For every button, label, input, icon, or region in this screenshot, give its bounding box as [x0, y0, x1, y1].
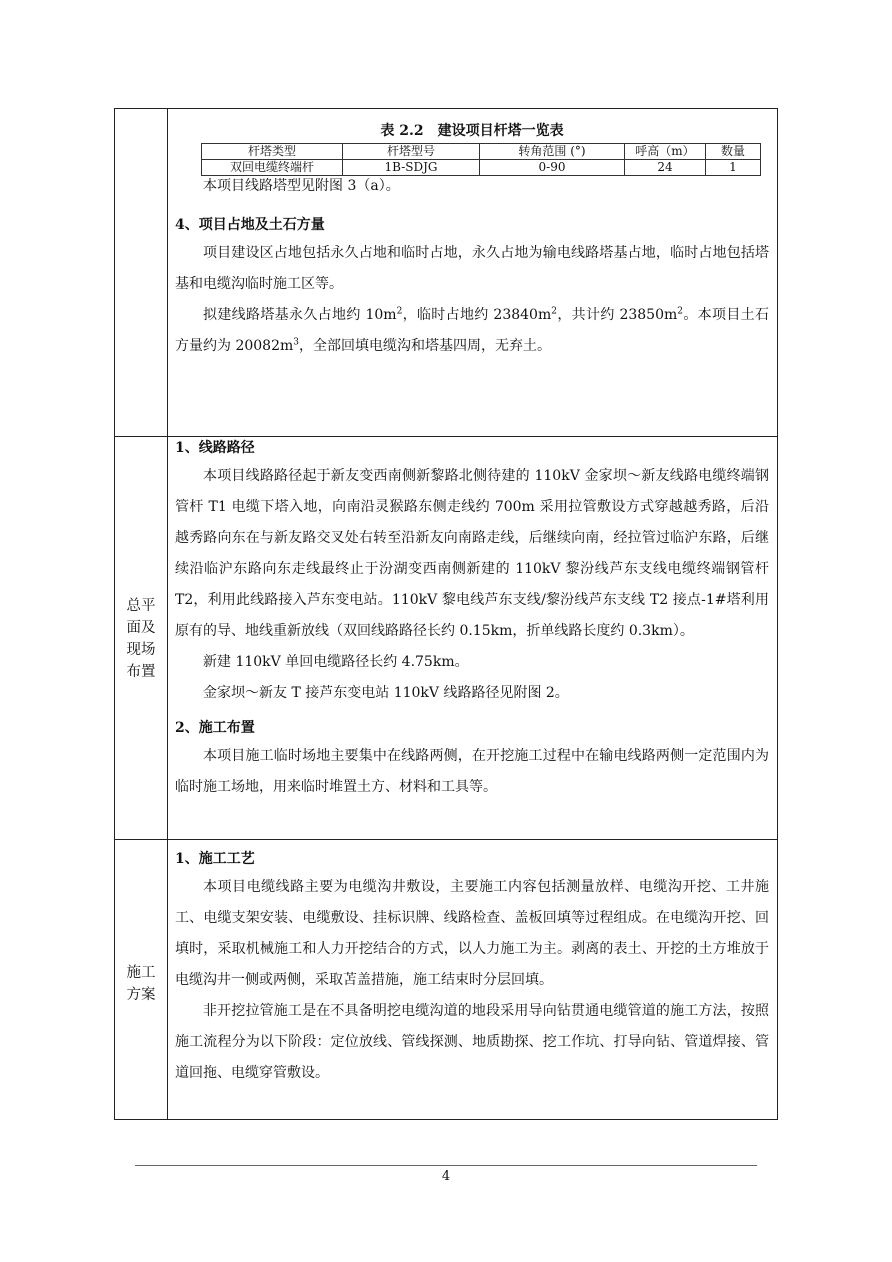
paragraph-land-area: 拟建线路塔基永久占地约 $10m^2$，临时占地约 $23840m^2$，共计约 $23850m^2$。本项目土石方量约为 $20082m^3$，全部回填电缆沟和塔基四周，无弃土。 — [175, 306, 770, 354]
heading-route: 1、线路路径 — [175, 440, 255, 456]
footer-divider — [135, 1165, 757, 1166]
table-header-cell: 杆塔型号 — [343, 144, 480, 160]
table-title: 表 2.2 建设项目杆塔一览表 — [380, 123, 564, 139]
paragraph: 项目建设区占地包括永久占地和临时占地，永久占地为输电线路塔基占地，临时占地包括塔基和电缆沟临时施工区等。 — [175, 245, 769, 292]
section-layout — [115, 436, 777, 839]
paragraph: 非开挖拉管施工是在不具备明挖电缆沟道的地段采用导向钻贯通电缆管道的施工方法，按照施工流程分为以下阶段：定位放线、管线探测、地质勘探、挖工作坑、打导向钻、管道焊接、管道回拖、电缆穿管敷设。 — [175, 1003, 769, 1081]
section-content — [167, 437, 777, 839]
section-content — [167, 109, 777, 436]
table-header-cell: 杆塔类型 — [202, 144, 343, 160]
heading-construction-layout: 2、施工布置 — [175, 720, 255, 736]
row-label-plan: 施工 方案 — [126, 965, 156, 1003]
row-label-layout: 总平 面及 现场 布置 — [126, 598, 156, 680]
paragraph: 新建 110kV 单回电缆路径长约 4.75km。 — [203, 654, 469, 670]
paragraph: 金家坝～新友 T 接芦东变电站 110kV 线路路径见附图 2。 — [203, 685, 569, 701]
paragraph: 本项目施工临时场地主要集中在线路两侧，在开挖施工过程中在输电线路两侧一定范围内为临时施工场地，用来临时堆置土方、材料和工具等。 — [175, 748, 769, 795]
table-cell: 1B-SDJG — [343, 160, 480, 176]
heading-process: 1、施工工艺 — [175, 851, 255, 867]
page-number: 4 — [441, 1169, 451, 1184]
section-construction-plan — [115, 839, 777, 1119]
table-cell: 双回电缆终端杆 — [202, 160, 343, 176]
section-content — [167, 840, 777, 1119]
table-cell: 0-90 — [480, 160, 625, 176]
table-header-row — [202, 144, 761, 160]
paragraph-route: 本项目线路路径起于新友变西南侧新黎路北侧待建的 110kV 金家坝～新友线路电缆终端钢管杆 T1 电缆下塔入地，向南沿灵猴路东侧走线约 700m 采用拉管敷设方式穿越越秀路，后沿越秀路向东在与新友路交叉处右转至沿新友向南路走线，后继续向南，经拉管过临沪东路，后继续沿临沪东路向东走线最终止于汾湖变西南侧新建的 110kV 黎汾线芦东支线电缆终端钢管杆 T2，利用此线路接入芦东变电站。110kV 黎电线芦东支线/黎汾线芦东支线 T2 接点-1#塔利用原有的导、地线重新放线（双回线路路径长约 0.15km，折单线路长度约 0.3km）。 — [175, 468, 769, 639]
paragraph: 本项目电缆线路主要为电缆沟井敷设，主要施工内容包括测量放样、电缆沟开挖、工井施工、电缆支架安装、电缆敷设、挂标识牌、线路检查、盖板回填等过程组成。在电缆沟开挖、回填时，采取机械施工和人力开挖结合的方式，以人力施工为主。剥离的表土、开挖的土方堆放于电缆沟井一侧或两侧，采取苫盖措施，施工结束时分层回填。 — [175, 879, 769, 988]
tower-table — [201, 143, 761, 176]
table-header-cell: 转角范围 (°) — [480, 144, 625, 160]
heading-land-use: 4、项目占地及土石方量 — [175, 217, 325, 233]
section-land-use — [115, 109, 777, 436]
table-cell: 24 — [625, 160, 706, 176]
table-header-cell: 数量 — [706, 144, 761, 160]
main-table — [114, 108, 778, 1120]
table-row — [202, 160, 761, 176]
paragraph: 本项目线路塔型见附图 3（a）。 — [203, 178, 400, 194]
table-cell: 1 — [706, 160, 761, 176]
table-header-cell: 呼高（m） — [625, 144, 706, 160]
